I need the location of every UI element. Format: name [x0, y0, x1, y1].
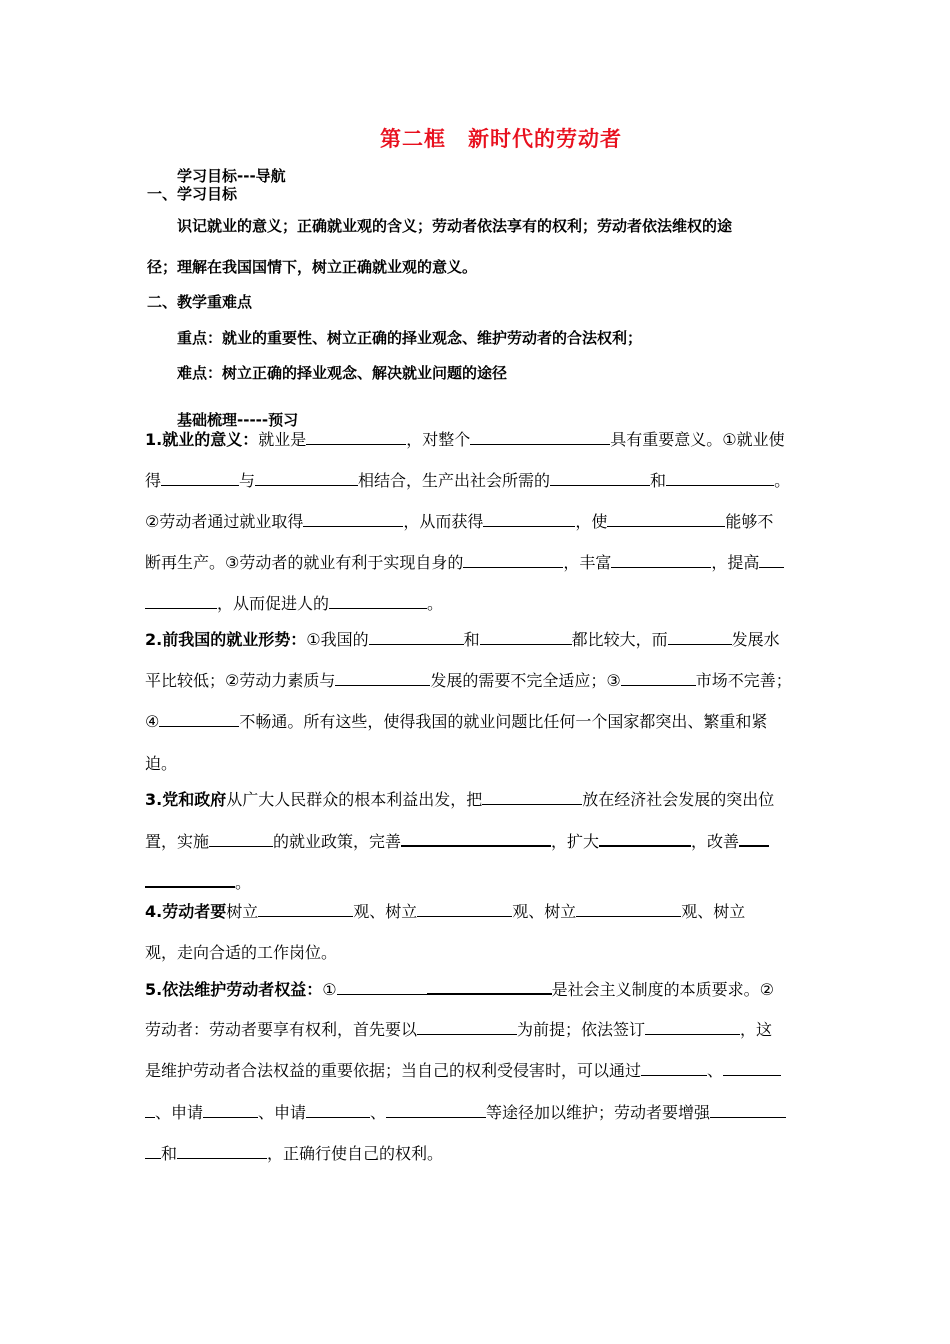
blank[interactable] [550, 471, 650, 486]
blank[interactable] [668, 630, 732, 645]
blank[interactable] [159, 712, 239, 727]
blank[interactable] [427, 979, 552, 995]
q2-line-2: 平比较低；②劳动力素质与 发展的需要不完全适应；③ 市场不完善； [145, 671, 792, 690]
key-points: 重点：就业的重要性、树立正确的择业观念、维护劳动者的合法权利； [177, 329, 643, 347]
blank[interactable] [607, 512, 725, 527]
q3-line-3: 。 [145, 872, 251, 893]
q5-line-1: 5.依法维护劳动者权益：① 是社会主义制度的本质要求。② [145, 980, 774, 999]
blank[interactable] [470, 430, 610, 445]
q5-line-3: 是维护劳动者合法权益的重要依据；当自己的权利受侵害时，可以通过 、 [145, 1061, 781, 1081]
q1-line-5: ，从而促进人的 。 [145, 594, 443, 614]
blank[interactable] [641, 1061, 707, 1076]
section-1-heading: 一、学习目标 [147, 185, 238, 203]
section-1-text-line-2: 径；理解在我国国情下，树立正确就业观的意义。 [147, 258, 478, 276]
blank[interactable] [645, 1020, 740, 1035]
blank[interactable] [621, 671, 696, 686]
blank[interactable] [369, 630, 464, 645]
blank[interactable] [417, 902, 512, 917]
blank[interactable] [666, 471, 774, 486]
blank[interactable] [611, 553, 711, 568]
blank[interactable] [386, 1103, 486, 1118]
blank[interactable] [161, 471, 239, 486]
blank[interactable] [329, 594, 427, 609]
q3-line-1: 3.党和政府从广大人民群众的根本利益出发，把 放在经济社会发展的突出位 [145, 790, 775, 809]
blank[interactable] [759, 553, 784, 568]
blank[interactable] [145, 1144, 161, 1159]
blank[interactable] [463, 553, 563, 568]
section-2-heading: 二、教学重难点 [147, 293, 253, 311]
blank[interactable] [710, 1103, 786, 1118]
q1-line-1: 1.就业的意义：就业是 ，对整个 具有重要意义。①就业使 [145, 430, 785, 449]
q1-label: 1.就业的意义： [145, 430, 259, 449]
blank[interactable] [177, 1144, 267, 1159]
q4-line-2: 观，走向合适的工作岗位。 [145, 943, 338, 962]
q2-line-4: 迫。 [145, 754, 178, 773]
blank[interactable] [145, 1103, 155, 1118]
blank[interactable] [483, 512, 575, 527]
q4-line-1: 4.劳动者要树立 观、树立 观、树立 观、树立 [145, 902, 746, 921]
q2-line-3: ④ 不畅通。所有这些，使得我国的就业问题比任何一个国家都突出、繁重和紧 [145, 712, 768, 731]
q3-line-2: 置，实施 的就业政策，完善 ，扩大 ，改善 [145, 831, 769, 852]
blank[interactable] [599, 831, 691, 847]
q2-line-1: 2.前我国的就业形势：①我国的 和 都比较大，而 发展水 [145, 630, 780, 649]
blank[interactable] [480, 630, 572, 645]
blank[interactable] [209, 832, 273, 847]
section-1-text-line-1: 识记就业的意义；正确就业观的含义；劳动者依法享有的权利；劳动者依法维权的途 [177, 217, 733, 235]
q1-line-2: 得 与 相结合，生产出社会所需的 和 。 [145, 471, 791, 490]
basic-review-heading: 基础梳理-----预习 [177, 411, 299, 429]
blank[interactable] [145, 594, 217, 609]
blank[interactable] [255, 471, 358, 486]
blank[interactable] [306, 430, 406, 445]
blank[interactable] [576, 902, 681, 917]
q1-line-4: 断再生产。③劳动者的就业有利于实现自身的 ，丰富 ，提高 [145, 553, 784, 573]
blank[interactable] [303, 512, 403, 527]
blank[interactable] [145, 872, 235, 888]
blank[interactable] [723, 1061, 781, 1076]
blank[interactable] [258, 902, 353, 917]
blank[interactable] [337, 980, 427, 995]
blank[interactable] [482, 790, 582, 805]
q5-line-2: 劳动者：劳动者要享有权利，首先要以 为前提；依法签订 ，这 [145, 1020, 773, 1039]
q5-line-4: 、申请 、申请 、 等途径加以维护；劳动者要增强 [145, 1103, 786, 1123]
q5-label: 5.依法维护劳动者权益： [145, 980, 323, 999]
nav-heading: 学习目标---导航 [177, 167, 286, 185]
blank[interactable] [401, 831, 551, 847]
q1-line-3: ②劳动者通过就业取得 ，从而获得 ，使 能够不 [145, 512, 774, 531]
q5-line-5: 和 ，正确行使自己的权利。 [145, 1144, 443, 1164]
difficult-points: 难点：树立正确的择业观念、解决就业问题的途径 [177, 364, 508, 382]
q2-label: 2.前我国的就业形势： [145, 630, 307, 649]
blank[interactable] [335, 671, 430, 686]
q4-label: 4.劳动者要 [145, 902, 227, 921]
blank[interactable] [417, 1020, 517, 1035]
q3-label: 3.党和政府 [145, 790, 227, 809]
blank[interactable] [306, 1103, 370, 1118]
page-title: 第二框 新时代的劳动者 [380, 127, 622, 151]
blank[interactable] [203, 1103, 258, 1118]
blank[interactable] [739, 831, 769, 847]
